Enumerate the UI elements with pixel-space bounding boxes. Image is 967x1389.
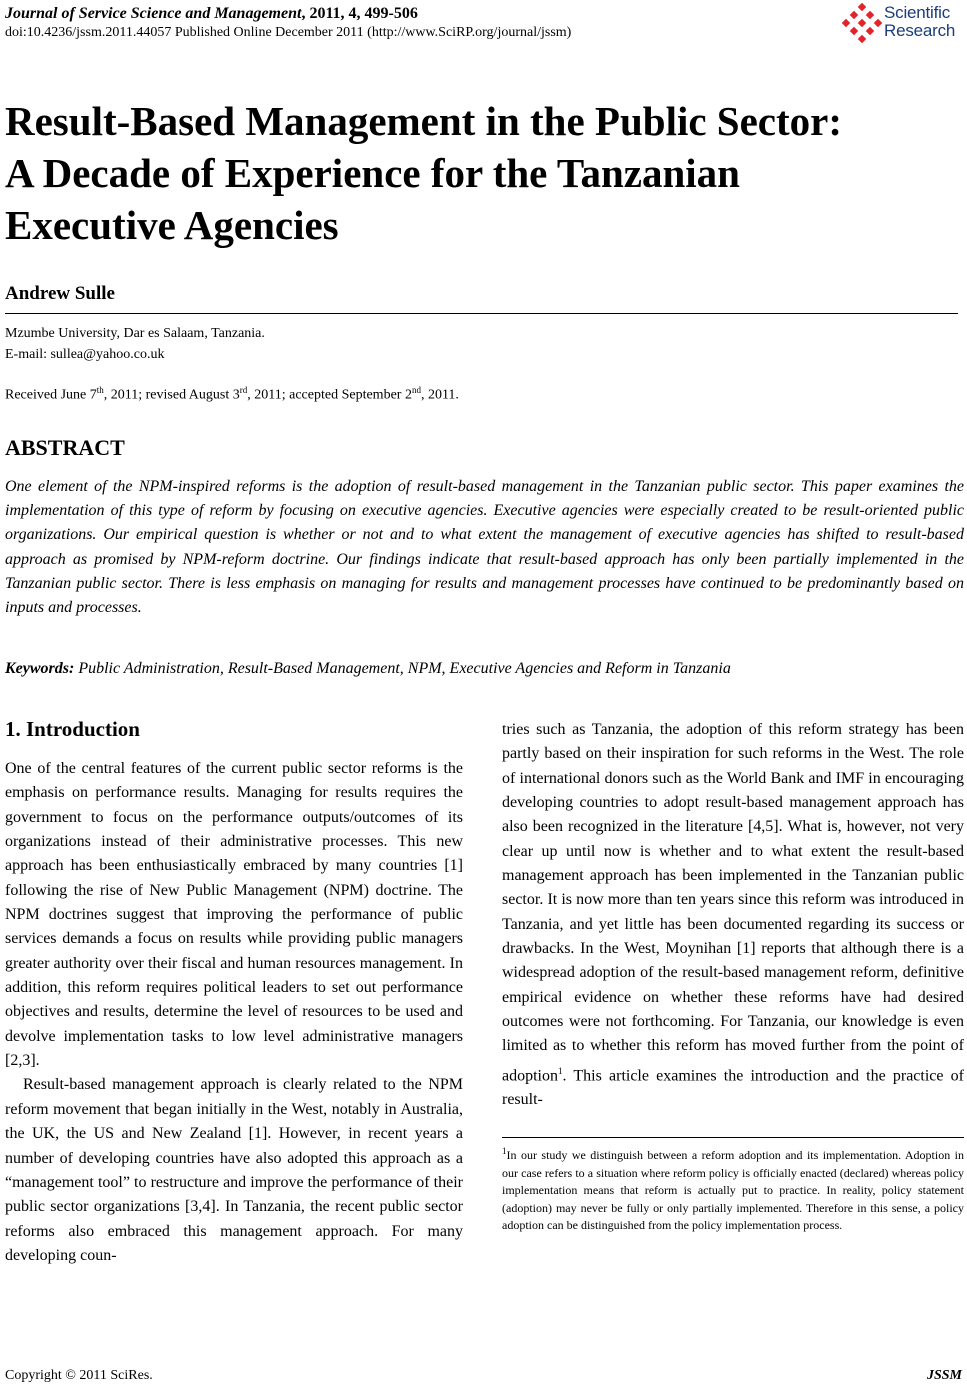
keywords-label: Keywords <box>5 660 69 677</box>
author-divider <box>5 313 958 314</box>
paper-title <box>5 95 955 251</box>
affiliation: Mzumbe University, Dar es Salaam, Tanzania. <box>5 326 265 341</box>
footnote-text: In our study we distinguish between a reform adoption and its implementation. Adoption in our case refers to a situation where reform policy is officially enacted (declared) whereas policy implementation means that reform is actually put to practice. In reality, policy statement (adoption) may never be fully or only partially implemented. Therefore in this sense, a policy adoption can be distinguished from the policy implementation process. <box>502 1148 964 1232</box>
logo-text <box>884 4 955 40</box>
received-date-suffix: th <box>96 385 104 395</box>
journal-issue: , 2011, 4, 499-506 <box>301 5 418 22</box>
received-date: Received June 7 <box>5 387 97 403</box>
intro-paragraph-2-continued <box>502 718 964 1113</box>
abstract-body: One element of the NPM-inspired reforms is the adoption of result-based management in the Tanzanian public sector. This paper examines the implementation of this type of reform by focusing on executive agencies. Executive agencies were especially created to be result-oriented public organizations. Our empirical question is whether or not and to what extent the management of executive agencies has shifted to result-based approach as promised by NPM-reform doctrine. Our findings indicate that result-based approach has only been partially implemented in the Tanzanian public sector. There is less emphasis on managing for results and management processes have continued to be predominantly based on inputs and processes. <box>5 478 964 617</box>
accepted-date: , 2011; accepted September 2 <box>247 387 412 403</box>
dates-tail: , 2011. <box>420 387 459 403</box>
accepted-date-suffix: nd <box>411 385 421 395</box>
journal-name: Journal of Service Science and Management <box>5 5 302 22</box>
copyright: Copyright © 2011 SciRes. <box>5 1368 153 1383</box>
revised-date-suffix: rd <box>239 385 248 395</box>
affiliation-block <box>5 323 265 365</box>
section-heading-introduction: 1. Introduction <box>5 717 140 741</box>
journal-abbreviation: JSSM <box>926 1368 962 1383</box>
title-line-3: Executive Agencies <box>5 202 339 248</box>
footnote-divider <box>502 1137 964 1138</box>
scientific-research-logo <box>842 2 962 44</box>
footnote-mark: 1 <box>502 1146 507 1156</box>
keywords-colon: : <box>69 660 79 677</box>
abstract-heading: ABSTRACT <box>5 435 125 460</box>
body-column-right <box>502 718 964 1113</box>
revised-date: , 2011; revised August 3 <box>103 387 240 403</box>
publication-dates <box>5 385 459 404</box>
intro-paragraph-1: One of the central features of the current public sector reforms is the emphasis on performance results. Managing for results requires the government to focus on the performance outputs/outcomes of its organizations instead of their administrative processes. This new approach has been enthusiastically embraced by many countries [1] following the rise of New Public Management (NPM) doctrine. The NPM doctrines suggest that improving the performance of public services demands a focus on results while providing public managers greater authority over their fiscal and human resources management. In addition, this reform requires political leaders to set out performance objectives and results, determine the level of resources to be used and devolve implementation tasks to low level administrative managers [2,3]. <box>5 760 463 1070</box>
logo-word-scientific: Scientific <box>884 3 951 22</box>
body-column-left <box>5 757 463 1268</box>
logo-mark-icon <box>842 3 882 43</box>
keywords <box>5 660 964 678</box>
intro-continued-text: tries such as Tanzania, the adoption of this reform strategy has been partly based on their inspiration for such reforms in the West. The role of international donors such as the World Bank and IMF in encouraging developing countries to adopt result-based management approach has also been recognized in the literature [4,5]. What is, however, not very clear up until now is whether and to what extent the result-based management approach has been implemented in the Tanzanian public sector. It is now more than ten years since this reform was introduced in Tanzania, and yet little has been documented regarding its success or drawbacks. In the West, Moynihan [1] reports that although there is a widespread adoption of the result-based management reform, definitive empirical evidence on whether these reforms have had desired outcomes were not forthcoming. For Tanzania, our knowledge is even limited as to whether this reform has moved further from the point of adoption <box>502 721 964 1085</box>
doi-line: doi:10.4236/jssm.2011.44057 Published Online December 2011 (http://www.SciRP.org/journal/jssm) <box>5 25 572 40</box>
email[interactable]: E-mail: sullea@yahoo.co.uk <box>5 347 165 362</box>
footnote <box>502 1143 964 1235</box>
footnote-reference[interactable]: 1 <box>558 1065 563 1076</box>
keywords-text: Public Administration, Result-Based Management, NPM, Executive Agencies and Reform in Tanzania <box>78 660 731 677</box>
intro-paragraph-2: Result-based management approach is clearly related to the NPM reform movement that began initially in the West, notably in Australia, the UK, the US and New Zealand [1]. However, in recent years a number of developing countries have also adopted this approach as a “management tool” to restructure and improve the performance of their public sector organizations [3,4]. In Tanzania, the recent public sector reforms also embraced this management approach. For many developing coun- <box>5 1076 463 1264</box>
intro-continued-tail: . This article examines the introduction and the practice of result- <box>502 1067 964 1109</box>
title-line-1: Result-Based Management in the Public Sector: <box>5 98 842 144</box>
author-name: Andrew Sulle <box>5 283 115 304</box>
title-line-2: A Decade of Experience for the Tanzanian <box>5 150 740 196</box>
journal-citation <box>5 5 418 23</box>
logo-word-research: Research <box>884 21 956 40</box>
